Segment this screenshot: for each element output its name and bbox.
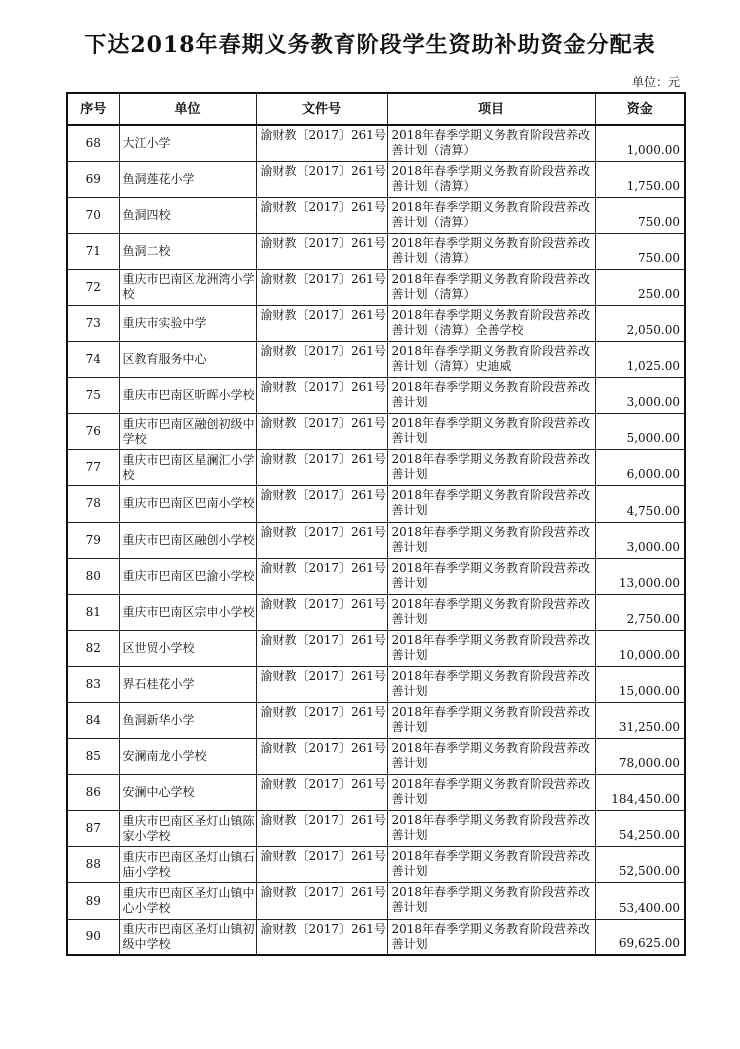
unit-note: 单位：元 [631, 75, 680, 89]
row-amount: 2,750.00 [595, 594, 685, 630]
table-row [67, 919, 685, 955]
row-item: 2018年春季学期义务教育阶段营养改善计划 [387, 378, 595, 414]
header-seq: 序号 [67, 93, 119, 125]
row-item: 2018年春季学期义务教育阶段营养改善计划（清算）史迪威 [387, 342, 595, 378]
table-row [67, 594, 685, 630]
row-item: 2018年春季学期义务教育阶段营养改善计划 [387, 775, 595, 811]
row-amount: 750.00 [595, 197, 685, 233]
row-seq: 79 [67, 522, 119, 558]
row-amount: 3,000.00 [595, 378, 685, 414]
row-amount: 53,400.00 [595, 883, 685, 919]
row-unit: 重庆市巴南区圣灯山镇石庙小学校 [119, 847, 256, 883]
row-doc-number: 渝财教〔2017〕261号 [256, 522, 387, 558]
row-amount: 10,000.00 [595, 630, 685, 666]
table-row [67, 125, 685, 161]
row-doc-number: 渝财教〔2017〕261号 [256, 919, 387, 955]
table-row [67, 847, 685, 883]
row-unit: 鱼洞新华小学 [119, 703, 256, 739]
row-doc-number: 渝财教〔2017〕261号 [256, 811, 387, 847]
table-row [67, 775, 685, 811]
row-unit: 重庆市实验中学 [119, 305, 256, 341]
row-unit: 重庆市巴南区昕晖小学校 [119, 378, 256, 414]
row-unit: 安澜中心学校 [119, 775, 256, 811]
row-item: 2018年春季学期义务教育阶段营养改善计划 [387, 630, 595, 666]
row-amount: 54,250.00 [595, 811, 685, 847]
row-doc-number: 渝财教〔2017〕261号 [256, 666, 387, 702]
table-row [67, 486, 685, 522]
row-amount: 4,750.00 [595, 486, 685, 522]
table-row [67, 522, 685, 558]
row-unit: 鱼洞四校 [119, 197, 256, 233]
row-unit: 重庆市巴南区融创初级中学校 [119, 414, 256, 450]
table-row [67, 233, 685, 269]
row-unit: 鱼洞莲花小学 [119, 161, 256, 197]
table-row [67, 414, 685, 450]
row-seq: 86 [67, 775, 119, 811]
row-item: 2018年春季学期义务教育阶段营养改善计划 [387, 450, 595, 486]
row-amount: 5,000.00 [595, 414, 685, 450]
row-unit: 区世贸小学校 [119, 630, 256, 666]
row-seq: 75 [67, 378, 119, 414]
row-item: 2018年春季学期义务教育阶段营养改善计划 [387, 594, 595, 630]
header-amount: 资金 [595, 93, 685, 125]
row-item: 2018年春季学期义务教育阶段营养改善计划（清算） [387, 233, 595, 269]
table-row [67, 739, 685, 775]
header-item: 项目 [387, 93, 595, 125]
row-amount: 1,025.00 [595, 342, 685, 378]
row-seq: 81 [67, 594, 119, 630]
table-row [67, 269, 685, 305]
row-seq: 80 [67, 558, 119, 594]
row-item: 2018年春季学期义务教育阶段营养改善计划（清算） [387, 161, 595, 197]
row-seq: 72 [67, 269, 119, 305]
row-seq: 68 [67, 125, 119, 161]
table-row [67, 666, 685, 702]
row-amount: 31,250.00 [595, 703, 685, 739]
row-doc-number: 渝财教〔2017〕261号 [256, 630, 387, 666]
row-item: 2018年春季学期义务教育阶段营养改善计划（清算）全善学校 [387, 305, 595, 341]
row-doc-number: 渝财教〔2017〕261号 [256, 233, 387, 269]
header-doc: 文件号 [256, 93, 387, 125]
table-row [67, 161, 685, 197]
row-doc-number: 渝财教〔2017〕261号 [256, 269, 387, 305]
row-item: 2018年春季学期义务教育阶段营养改善计划（清算） [387, 269, 595, 305]
row-amount: 13,000.00 [595, 558, 685, 594]
row-seq: 89 [67, 883, 119, 919]
row-amount: 6,000.00 [595, 450, 685, 486]
row-unit: 界石桂花小学 [119, 666, 256, 702]
row-seq: 74 [67, 342, 119, 378]
row-item: 2018年春季学期义务教育阶段营养改善计划 [387, 414, 595, 450]
row-item: 2018年春季学期义务教育阶段营养改善计划 [387, 919, 595, 955]
row-seq: 88 [67, 847, 119, 883]
row-unit: 重庆市巴南区巴渝小学校 [119, 558, 256, 594]
row-item: 2018年春季学期义务教育阶段营养改善计划 [387, 739, 595, 775]
row-unit: 重庆市巴南区圣灯山镇中心小学校 [119, 883, 256, 919]
row-seq: 71 [67, 233, 119, 269]
table-row [67, 378, 685, 414]
row-amount: 750.00 [595, 233, 685, 269]
row-unit: 区教育服务中心 [119, 342, 256, 378]
row-unit: 重庆市巴南区巴南小学校 [119, 486, 256, 522]
table-row [67, 342, 685, 378]
row-doc-number: 渝财教〔2017〕261号 [256, 305, 387, 341]
table-row [67, 703, 685, 739]
row-doc-number: 渝财教〔2017〕261号 [256, 342, 387, 378]
row-doc-number: 渝财教〔2017〕261号 [256, 378, 387, 414]
table-row [67, 450, 685, 486]
allocation-table [66, 92, 686, 956]
row-seq: 84 [67, 703, 119, 739]
row-unit: 重庆市巴南区圣灯山镇初级中学校 [119, 919, 256, 955]
row-item: 2018年春季学期义务教育阶段营养改善计划 [387, 666, 595, 702]
row-doc-number: 渝财教〔2017〕261号 [256, 197, 387, 233]
row-doc-number: 渝财教〔2017〕261号 [256, 450, 387, 486]
row-item: 2018年春季学期义务教育阶段营养改善计划 [387, 883, 595, 919]
row-doc-number: 渝财教〔2017〕261号 [256, 414, 387, 450]
row-seq: 82 [67, 630, 119, 666]
row-amount: 1,000.00 [595, 125, 685, 161]
row-doc-number: 渝财教〔2017〕261号 [256, 847, 387, 883]
row-amount: 1,750.00 [595, 161, 685, 197]
table-header-row [67, 93, 685, 125]
document-title: 下达2018年春期义务教育阶段学生资助补助资金分配表 [84, 32, 656, 58]
row-doc-number: 渝财教〔2017〕261号 [256, 883, 387, 919]
row-amount: 69,625.00 [595, 919, 685, 955]
row-unit: 重庆市巴南区星澜汇小学校 [119, 450, 256, 486]
row-amount: 15,000.00 [595, 666, 685, 702]
row-doc-number: 渝财教〔2017〕261号 [256, 125, 387, 161]
row-seq: 76 [67, 414, 119, 450]
row-seq: 90 [67, 919, 119, 955]
row-amount: 78,000.00 [595, 739, 685, 775]
row-doc-number: 渝财教〔2017〕261号 [256, 703, 387, 739]
row-item: 2018年春季学期义务教育阶段营养改善计划 [387, 811, 595, 847]
row-unit: 重庆市巴南区龙洲湾小学校 [119, 269, 256, 305]
row-unit: 大江小学 [119, 125, 256, 161]
row-item: 2018年春季学期义务教育阶段营养改善计划 [387, 522, 595, 558]
row-item: 2018年春季学期义务教育阶段营养改善计划 [387, 486, 595, 522]
row-seq: 87 [67, 811, 119, 847]
row-item: 2018年春季学期义务教育阶段营养改善计划（清算） [387, 197, 595, 233]
row-amount: 52,500.00 [595, 847, 685, 883]
row-doc-number: 渝财教〔2017〕261号 [256, 161, 387, 197]
table-row [67, 811, 685, 847]
row-seq: 70 [67, 197, 119, 233]
row-seq: 78 [67, 486, 119, 522]
row-seq: 85 [67, 739, 119, 775]
row-seq: 69 [67, 161, 119, 197]
row-doc-number: 渝财教〔2017〕261号 [256, 594, 387, 630]
row-amount: 2,050.00 [595, 305, 685, 341]
row-item: 2018年春季学期义务教育阶段营养改善计划 [387, 847, 595, 883]
header-unit: 单位 [119, 93, 256, 125]
row-seq: 83 [67, 666, 119, 702]
table-row [67, 883, 685, 919]
row-unit: 重庆市巴南区宗申小学校 [119, 594, 256, 630]
row-doc-number: 渝财教〔2017〕261号 [256, 558, 387, 594]
row-seq: 73 [67, 305, 119, 341]
row-unit: 鱼洞二校 [119, 233, 256, 269]
row-item: 2018年春季学期义务教育阶段营养改善计划 [387, 558, 595, 594]
row-unit: 重庆市巴南区融创小学校 [119, 522, 256, 558]
row-seq: 77 [67, 450, 119, 486]
row-amount: 250.00 [595, 269, 685, 305]
table-row [67, 630, 685, 666]
row-doc-number: 渝财教〔2017〕261号 [256, 775, 387, 811]
row-amount: 184,450.00 [595, 775, 685, 811]
row-unit: 安澜南龙小学校 [119, 739, 256, 775]
row-doc-number: 渝财教〔2017〕261号 [256, 486, 387, 522]
table-row [67, 197, 685, 233]
row-item: 2018年春季学期义务教育阶段营养改善计划（清算） [387, 125, 595, 161]
row-doc-number: 渝财教〔2017〕261号 [256, 739, 387, 775]
row-item: 2018年春季学期义务教育阶段营养改善计划 [387, 703, 595, 739]
table-row [67, 558, 685, 594]
table-row [67, 305, 685, 341]
row-unit: 重庆市巴南区圣灯山镇陈家小学校 [119, 811, 256, 847]
row-amount: 3,000.00 [595, 522, 685, 558]
